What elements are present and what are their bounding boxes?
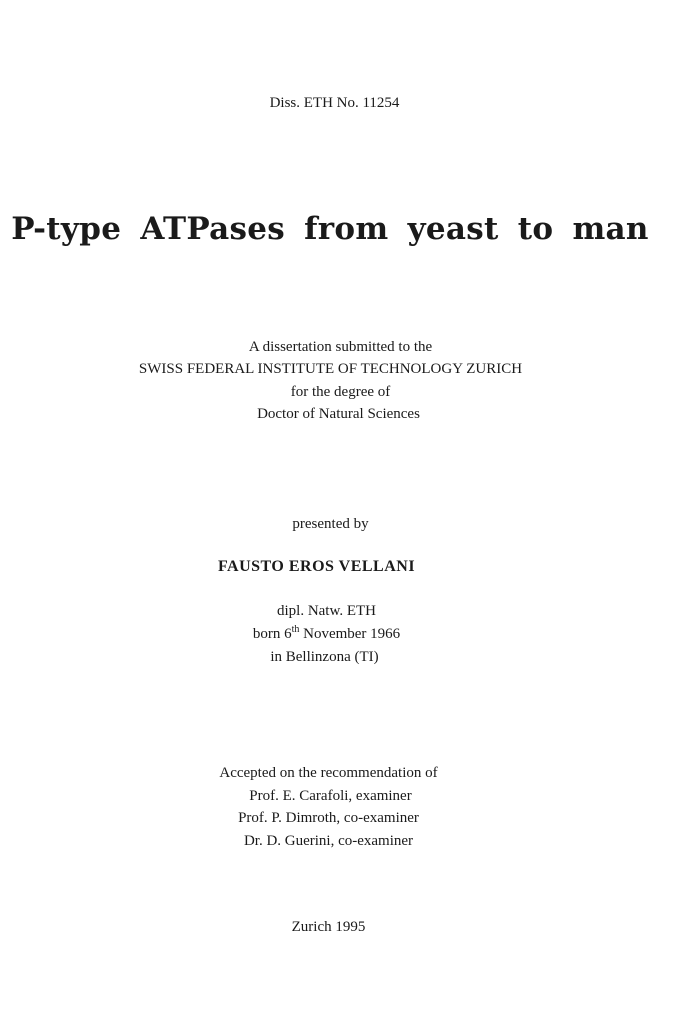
institution-name: SWISS FEDERAL INSTITUTE OF TECHNOLOGY ZURICH xyxy=(138,361,523,377)
diss-number: Diss. ETH No. 11254 xyxy=(269,95,400,111)
examiner-2: Prof. P. Dimroth, co-examiner xyxy=(238,810,419,826)
born-prefix: born 6 xyxy=(252,626,292,642)
born-suffix: November 1966 xyxy=(299,626,401,642)
author-degree: dipl. Natw. ETH xyxy=(276,603,376,619)
submission-line-1: A dissertation submitted to the xyxy=(248,339,433,355)
examiner-1: Prof. E. Carafoli, examiner xyxy=(249,788,412,804)
dissertation-title: P-type ATPases from yeast to man xyxy=(11,211,649,247)
author-birthdate xyxy=(0,624,669,644)
born-day-suffix: th xyxy=(291,624,300,635)
place-year: Zurich 1995 xyxy=(291,919,366,935)
presented-by: presented by xyxy=(292,516,369,532)
recommendation-intro: Accepted on the recommendation of xyxy=(219,765,438,781)
submission-line-3: for the degree of xyxy=(290,384,391,400)
degree-name: Doctor of Natural Sciences xyxy=(257,406,420,422)
examiner-3: Dr. D. Guerini, co-examiner xyxy=(243,833,414,849)
author-name: FAUSTO EROS VELLANI xyxy=(217,558,416,575)
author-birthplace: in Bellinzona (TI) xyxy=(270,649,379,665)
